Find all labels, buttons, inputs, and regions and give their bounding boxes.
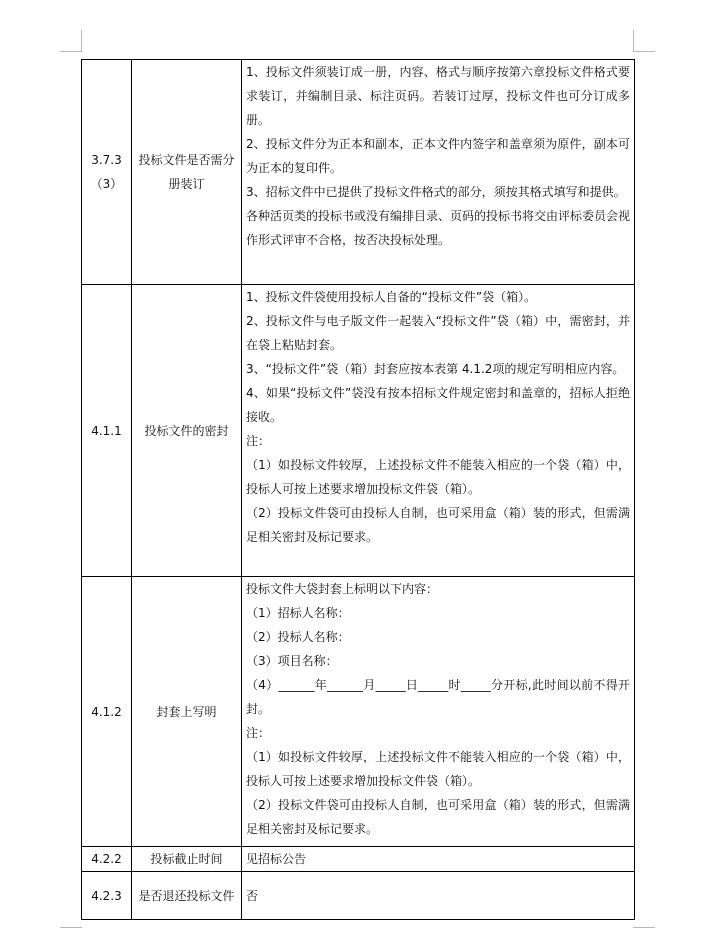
- crop-mark: [633, 30, 634, 52]
- clause-number: 4.1.1: [82, 285, 132, 577]
- clause-title: 是否退还投标文件: [132, 872, 242, 920]
- table-row: [82, 847, 635, 872]
- clause-number: 4.2.2: [82, 847, 132, 872]
- clause-title: 投标文件的密封: [132, 285, 242, 577]
- clause-title: 投标文件是否需分册装订: [132, 60, 242, 285]
- crop-mark: [633, 927, 655, 928]
- clause-content: 投标文件大袋封套上标明以下内容： （1）招标人名称： （2）投标人名称： （3）项目名称： （4）______年______月_____日_____时_____分开标,此时间以前不得开封。 注： （1）如投标文件较厚，上述投标文件不能装入相应的一个袋（箱）中，投标人可按上述要求增加投标文件袋（箱）。 （2）投标文件袋可由投标人自制，也可采用盒（箱）装的形式，但需满足相关密封及标记要求。: [242, 577, 635, 847]
- clause-number: 4.2.3: [82, 872, 132, 920]
- table-row: [82, 577, 635, 847]
- table-row: [82, 872, 635, 920]
- clause-title: 封套上写明: [132, 577, 242, 847]
- bid-document-table: [81, 59, 635, 920]
- clause-content: 1、投标文件袋使用投标人自备的“投标文件”袋（箱）。 2、投标文件与电子版文件一起装入“投标文件”袋（箱）中，需密封，并在袋上粘贴封套。 3、“投标文件”袋（箱）封套应按本表第 4.1.2项的规定写明相应内容。 4、如果“投标文件”袋没有按本招标文件规定密封和盖章的，招标人拒绝接收。 注： （1）如投标文件较厚，上述投标文件不能装入相应的一个袋（箱）中，投标人可按上述要求增加投标文件袋（箱）。 （2）投标文件袋可由投标人自制，也可采用盒（箱）装的形式，但需满足相关密封及标记要求。: [242, 285, 635, 577]
- crop-mark: [633, 51, 655, 52]
- clause-content: 见招标公告: [242, 847, 635, 872]
- clause-number: 3.7.3 （3）: [82, 60, 132, 285]
- crop-mark: [60, 51, 82, 52]
- crop-mark: [60, 927, 82, 928]
- table-row: [82, 285, 635, 577]
- clause-content: 否: [242, 872, 635, 920]
- clause-content: 1、投标文件须装订成一册，内容、格式与顺序按第六章投标文件格式要求装订，并编制目录、标注页码。若装订过厚，投标文件也可分订成多册。 2、投标文件分为正本和副本，正本文件内签字和盖章须为原件，副本可为正本的复印件。 3、招标文件中已提供了投标文件格式的部分，须按其格式填写和提供。 各种活页类的投标书或没有编排目录、页码的投标书将交由评标委员会视作形式评审不合格，按否决投标处理。: [242, 60, 635, 285]
- clause-title: 投标截止时间: [132, 847, 242, 872]
- table-row: [82, 60, 635, 285]
- crop-mark: [81, 30, 82, 52]
- clause-number: 4.1.2: [82, 577, 132, 847]
